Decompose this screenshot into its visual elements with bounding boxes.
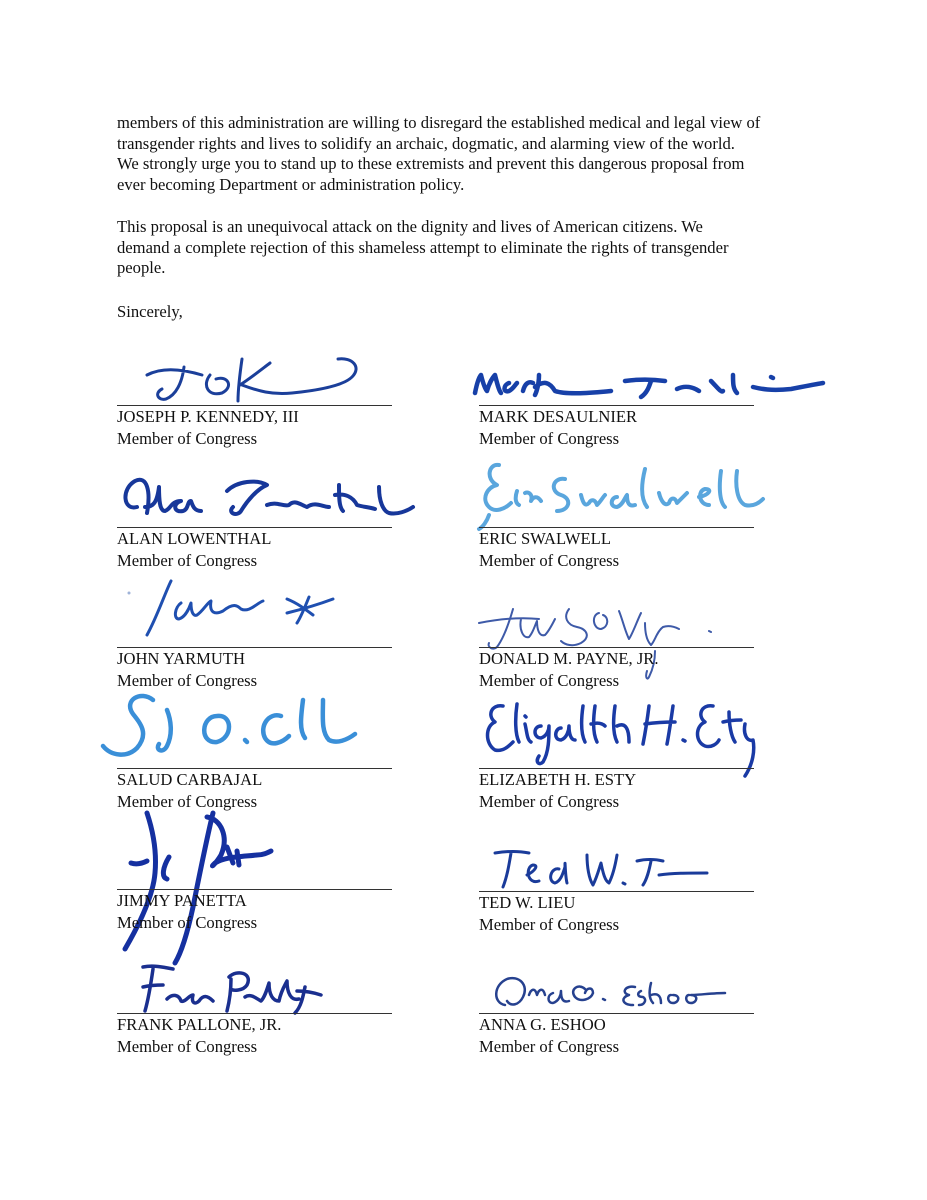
signer-name: DONALD M. PAYNE, JR. <box>479 649 659 668</box>
paragraph-line: demand a complete rejection of this shameless attempt to eliminate the rights of transgender <box>117 237 729 257</box>
lieu-signature <box>487 845 717 895</box>
panetta-signature <box>117 807 297 967</box>
signer-title: Member of Congress <box>479 551 620 570</box>
signer-name: JOHN YARMUTH <box>117 649 245 668</box>
paragraph-line: transgender rights and lives to solidify an archaic, dogmatic, and alarming view of the world. <box>117 133 735 153</box>
signature-line <box>479 527 754 528</box>
body-paragraph-2 <box>117 217 837 279</box>
signer-title: Member of Congress <box>117 429 258 448</box>
signer-name: JOSEPH P. KENNEDY, III <box>117 407 299 426</box>
paragraph-line: people. <box>117 258 166 277</box>
signature-line <box>479 891 754 892</box>
paragraph-line: ever becoming Department or administration policy. <box>117 174 465 194</box>
paragraph-line: We strongly urge you to stand up to these extremists and prevent this dangerous proposal from <box>117 154 745 173</box>
signature-line <box>117 768 392 769</box>
signer-name: ANNA G. ESHOO <box>479 1015 606 1034</box>
signer-name: ELIZABETH H. ESTY <box>479 770 637 789</box>
signer-name: ALAN LOWENTHAL <box>117 529 272 548</box>
signature-line <box>117 405 392 406</box>
signer-title: Member of Congress <box>479 429 620 448</box>
closing-salutation: Sincerely, <box>117 302 183 321</box>
signature-line <box>479 768 754 769</box>
signer-title: Member of Congress <box>117 913 258 932</box>
pallone-signature <box>133 961 333 1017</box>
signer-title: Member of Congress <box>479 792 620 811</box>
body-paragraph-1 <box>117 113 837 195</box>
signer-name: TED W. LIEU <box>479 893 576 912</box>
signer-title: Member of Congress <box>117 671 258 690</box>
swalwell-signature <box>469 455 769 535</box>
signer-name: MARK DESAULNIER <box>479 407 638 426</box>
signer-title: Member of Congress <box>117 1037 258 1056</box>
signature-line <box>479 647 754 648</box>
signer-title: Member of Congress <box>117 551 258 570</box>
lowenthal-signature <box>117 467 417 529</box>
paragraph-line: members of this administration are willing to disregard the established medical and legal view of <box>117 113 761 132</box>
desaulnier-signature <box>471 367 831 407</box>
eshoo-signature <box>485 965 735 1015</box>
signer-title: Member of Congress <box>117 792 258 811</box>
signature-line <box>117 527 392 528</box>
signer-name: FRANK PALLONE, JR. <box>117 1015 282 1034</box>
signature-line <box>117 889 392 890</box>
signature-line <box>479 1013 754 1014</box>
signer-name: JIMMY PANETTA <box>117 891 247 910</box>
signer-name: ERIC SWALWELL <box>479 529 611 548</box>
signer-title: Member of Congress <box>479 671 620 690</box>
signature-line <box>479 405 754 406</box>
paragraph-line: This proposal is an unequivocal attack on the dignity and lives of American citizens. We <box>117 217 703 236</box>
carbajal-signature <box>97 686 377 770</box>
signer-title: Member of Congress <box>479 1037 620 1056</box>
signature-line <box>117 647 392 648</box>
kennedy-signature <box>142 353 382 413</box>
yarmuth-signature <box>137 573 357 653</box>
signature-line <box>117 1013 392 1014</box>
signer-title: Member of Congress <box>479 915 620 934</box>
signer-name: SALUD CARBAJAL <box>117 770 263 789</box>
